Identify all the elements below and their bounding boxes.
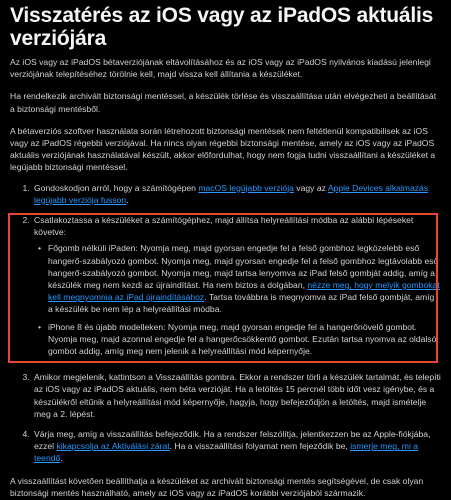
intro-paragraph-1: Az iOS vagy az iPadOS bétaverziójának eltávolításához és az iOS vagy az iPadOS nyilvános kiadású jelenlegi verziójának telepítéséhez törölnie kell, majd vissza kell állítania a készüléket.	[10, 57, 431, 80]
step-2-bullet-iphone	[48, 321, 441, 358]
step-2	[32, 214, 441, 357]
apple-devices-app-link[interactable]: Apple Devices alkalmazás legújabb verziója fusson	[34, 182, 429, 205]
activation-lock-link[interactable]: kikapcsolja az Aktiválási zárat	[56, 441, 170, 452]
ipad-instructions-post: . Tartsa továbbra is megnyomva az iPad felső gombját, amíg a készülék be nem lép a helyreállítási módba.	[48, 292, 435, 315]
intro-paragraph-3: A bétaverziós szoftver használata során létrehozott biztonsági mentések nem feltétlenül kompatibilisek az iOS vagy az iPadOS régebbi verziójával. Ha nincs olyan régebbi biztonsági mentése, amely az iOS vagy az iPadOS aktuális verziójának használatával készült, akkor előfordulhat, hogy nem fogja tudni visszaállítani a készüléket a legújabb biztonsági mentéssel.	[10, 125, 436, 173]
step-3	[32, 371, 441, 420]
step-4-text-post: .	[60, 453, 63, 464]
ipad-instructions-pre: Főgomb nélküli iPaden: Nyomja meg, majd gyorsan engedje fel a felső gombhoz legközelebb eső hangerő-szabályozó gombot. Nyomja meg, majd gyorsan engedje fel a felső gombhoz legtávolabb eső hangerő-szabályozó gombot. Nyomja meg, majd tartsa lenyomva az iPad felső gombját addig, amíg a készülék meg nem kezdi az újraindítást. Ha nem biztos a dolgában,	[48, 243, 439, 291]
step-1-text-pre: Gondoskodjon arról, hogy a számítógépen	[34, 182, 199, 193]
step-4	[32, 428, 441, 465]
steps-list	[10, 182, 441, 465]
step-2-bullet-ipad	[48, 242, 441, 315]
macos-latest-link[interactable]: macOS legújabb verziója	[198, 182, 294, 193]
step-2-sublist	[34, 242, 441, 357]
step-1	[32, 182, 441, 206]
step-4-text-pre: Várja meg, amíg a visszaállítás befejeződik. Ha a rendszer felszólítja, jelentkezzen be az Apple-fiókjába, ezzel	[34, 429, 431, 452]
page-title: Visszatérés az iOS vagy az iPadOS aktuális verziójára	[10, 4, 434, 50]
iphone-instructions: iPhone 8 és újabb modelleken: Nyomja meg, majd gyorsan engedje fel a hangerőnövelő gombot. Nyomja meg, majd azonnal engedje fel a hangerőcsökkentő gombot. Ezután tartsa nyomva az oldalsó gombot addig, amíg meg nem jelenik a helyreállítási mód képernyője.	[48, 321, 437, 357]
step-3-text: Amikor megjelenik, kattintson a Visszaállítás gombra. Ekkor a rendszer törli a készülék tartalmát, és telepíti az iOS vagy az iPadOS aktuális, nem béta verzióját. Ha a letöltés 15 percnél több időt vesz igénybe, és a készülékről eltűnik a helyreállítási mód képernyője, hagyja, hogy befejeződjön a letöltés, majd ismételje meg a 2. lépést.	[34, 372, 441, 419]
intro-paragraph-2: Ha rendelkezik archivált biztonsági mentéssel, a készülék törlése és visszaállítása után elvégezheti a beállítását a biztonsági mentésből.	[10, 91, 437, 114]
step-1-text-mid: vagy az	[293, 182, 328, 193]
step-2-text: Csatlakoztassa a készüléket a számítógéphez, majd állítsa helyreállítási módba az alábbi lépéseket követve:	[34, 215, 414, 238]
final-paragraph: A visszaállítást követően beállíthatja a készüléket az archivált biztonsági mentés segítségével, de csak olyan biztonsági mentés használható, amely az iOS vagy az iPadOS korábbi verziójából származik.	[10, 475, 424, 498]
step-1-text-post: .	[126, 194, 129, 205]
step-4-text-mid: . Ha a visszaállítási folyamat nem fejeződik be,	[169, 441, 351, 452]
restore-help-link[interactable]: ismerje meg, mi a teendő	[34, 441, 419, 464]
ipad-restart-buttons-link[interactable]: nézze meg, hogy melyik gombokat kell megnyomnia az iPad újraindításához	[48, 280, 440, 303]
